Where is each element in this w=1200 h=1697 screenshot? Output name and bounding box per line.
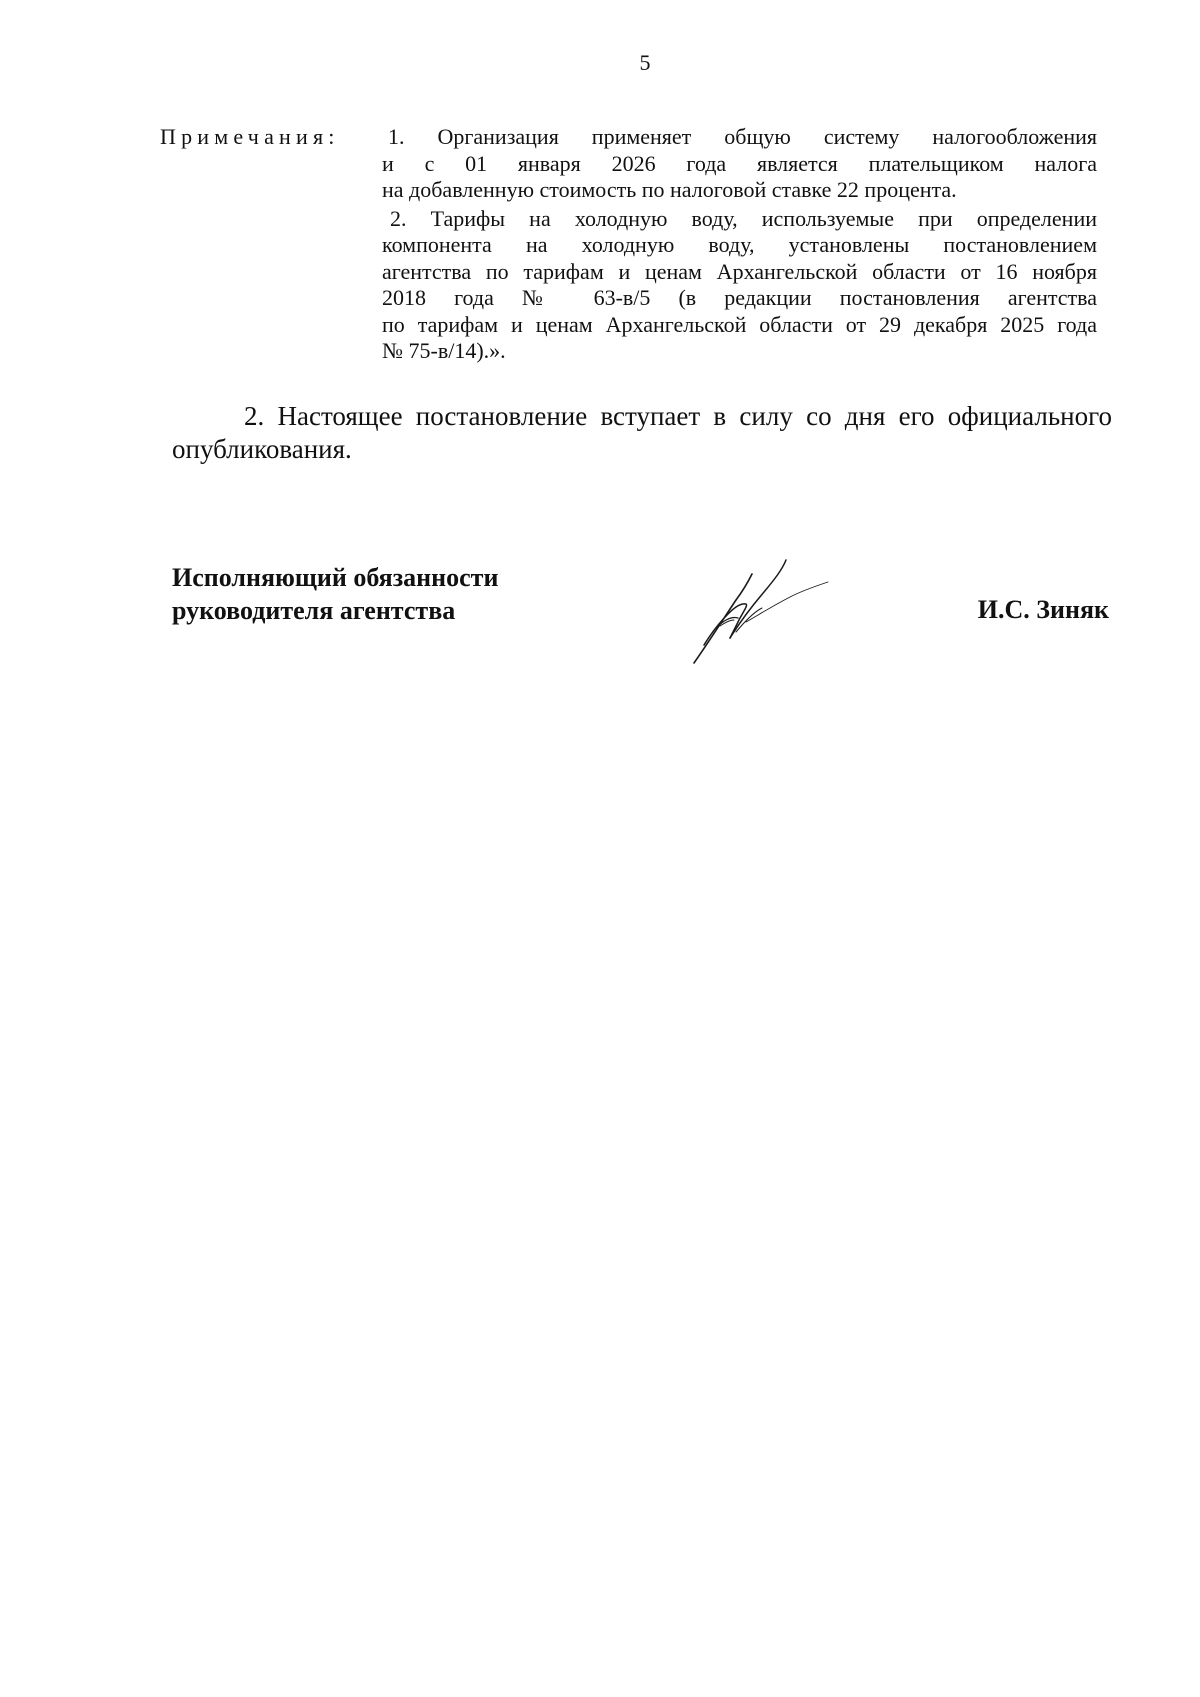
note-line: 2. Тарифы на холодную воду, используемые при определении [390,205,1097,231]
note-line: № 75-в/14).». [382,338,506,363]
note-line: по тарифам и ценам Архангельской области от 29 декабря 2025 года [382,311,1097,337]
signer-name: И.С. Зиняк [977,595,1109,624]
note-item-2 [382,206,1097,365]
note-item-1 [382,124,1097,204]
signer-title [172,561,498,627]
notes-section [160,124,1100,367]
note-line: 1. Организация применяет общую систему налогообложения [388,124,1097,149]
signer-title-line: Исполняющий обязанности [172,563,499,592]
signer-title-line: руководителя агентства [172,596,456,625]
paragraph-line: 2. Настоящее постановление вступает в силу со дня его официального [244,401,1112,431]
notes-label: Примечания: [160,124,340,149]
paragraph-2 [172,400,1112,466]
note-line: 2018 года № 63-в/5 (в редакции постановления агентства [382,285,1097,310]
note-line: компонента на холодную воду, установлены постановлением [382,232,1097,257]
notes-body [382,124,1097,367]
note-line: и с 01 января 2026 года является плательщиком налога [382,150,1097,176]
note-line: на добавленную стоимость по налоговой ставке 22 процента. [382,177,957,202]
handwritten-signature [690,548,840,668]
page-number: 5 [639,50,651,75]
note-line: агентства по тарифам и ценам Архангельской области от 16 ноября [382,258,1097,284]
paragraph-line: опубликования. [172,434,352,464]
